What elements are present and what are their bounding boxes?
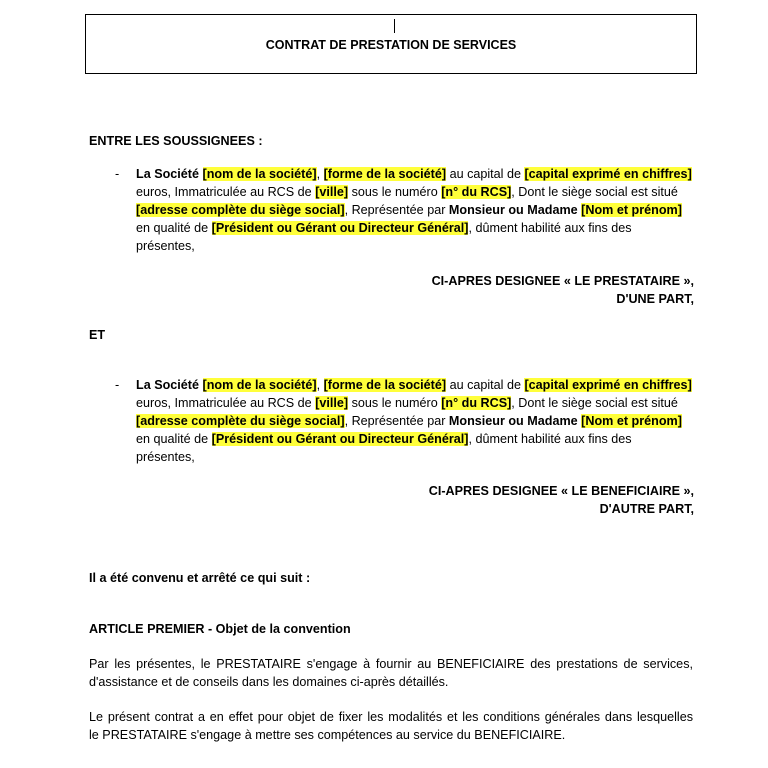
article-paragraph-2-line-2: le PRESTATAIRE s'engage à mettre ses compétences au service du BENEFICIAIRE.	[89, 728, 566, 742]
party-line-1: La Société [nom de la société], [forme de la société] au capital de [capital exprimé en chiffres]	[136, 378, 692, 392]
party-line-5: présentes,	[136, 450, 195, 464]
party-line-2: euros, Immatriculée au RCS de [ville] sous le numéro [n° du RCS], Dont le siège social est situé	[136, 185, 678, 199]
field-fonction[interactable]: [Président ou Gérant ou Directeur Général]	[211, 432, 469, 446]
part-label: D'UNE PART,	[616, 292, 694, 306]
field-nom-societe[interactable]: [nom de la société]	[202, 378, 317, 392]
title-box	[85, 14, 697, 74]
field-rcs[interactable]: [n° du RCS]	[441, 396, 512, 410]
article-paragraph-1-line-2: d'assistance et de conseils dans les domaines ci-après détaillés.	[89, 675, 449, 689]
designee-label: CI-APRES DESIGNEE « LE PRESTATAIRE »,	[431, 274, 694, 288]
field-rcs[interactable]: [n° du RCS]	[441, 185, 512, 199]
field-adresse[interactable]: [adresse complète du siège social]	[136, 414, 345, 428]
party-line-2: euros, Immatriculée au RCS de [ville] sous le numéro [n° du RCS], Dont le siège social est situé	[136, 396, 678, 410]
bullet: -	[115, 167, 120, 181]
field-ville[interactable]: [ville]	[315, 185, 349, 199]
convenu-heading: Il a été convenu et arrêté ce qui suit :	[89, 571, 311, 585]
bullet: -	[115, 378, 120, 392]
field-fonction[interactable]: [Président ou Gérant ou Directeur Général]	[211, 221, 469, 235]
field-adresse[interactable]: [adresse complète du siège social]	[136, 203, 345, 217]
party-line-1: La Société [nom de la société], [forme de la société] au capital de [capital exprimé en chiffres]	[136, 167, 692, 181]
designee-label: CI-APRES DESIGNEE « LE BENEFICIAIRE »,	[428, 484, 694, 498]
party-line-4: en qualité de [Président ou Gérant ou Directeur Général], dûment habilité aux fins des	[136, 432, 632, 446]
field-ville[interactable]: [ville]	[315, 396, 349, 410]
party-line-3: [adresse complète du siège social], Représentée par Monsieur ou Madame [Nom et prénom]	[136, 203, 682, 217]
text-cursor	[394, 19, 395, 33]
field-nom-prenom[interactable]: [Nom et prénom]	[581, 414, 682, 428]
party-line-3: [adresse complète du siège social], Représentée par Monsieur ou Madame [Nom et prénom]	[136, 414, 682, 428]
et-heading: ET	[89, 328, 106, 342]
party-line-4: en qualité de [Président ou Gérant ou Directeur Général], dûment habilité aux fins des	[136, 221, 632, 235]
entre-heading: ENTRE LES SOUSSIGNEES :	[89, 134, 263, 148]
field-capital[interactable]: [capital exprimé en chiffres]	[524, 167, 692, 181]
article-paragraph-1-line-1: Par les présentes, le PRESTATAIRE s'engage à fournir au BENEFICIAIRE des prestations de services,	[89, 657, 693, 671]
party-line-5: présentes,	[136, 239, 195, 253]
field-nom-societe[interactable]: [nom de la société]	[202, 167, 317, 181]
field-forme-societe[interactable]: [forme de la société]	[323, 167, 447, 181]
part-label: D'AUTRE PART,	[599, 502, 694, 516]
field-forme-societe[interactable]: [forme de la société]	[323, 378, 447, 392]
field-nom-prenom[interactable]: [Nom et prénom]	[581, 203, 682, 217]
field-capital[interactable]: [capital exprimé en chiffres]	[524, 378, 692, 392]
page-title: CONTRAT DE PRESTATION DE SERVICES	[265, 38, 517, 52]
article-title: ARTICLE PREMIER - Objet de la convention	[89, 622, 351, 636]
article-paragraph-2-line-1: Le présent contrat a en effet pour objet de fixer les modalités et les conditions générales dans lesquelles	[89, 710, 693, 724]
